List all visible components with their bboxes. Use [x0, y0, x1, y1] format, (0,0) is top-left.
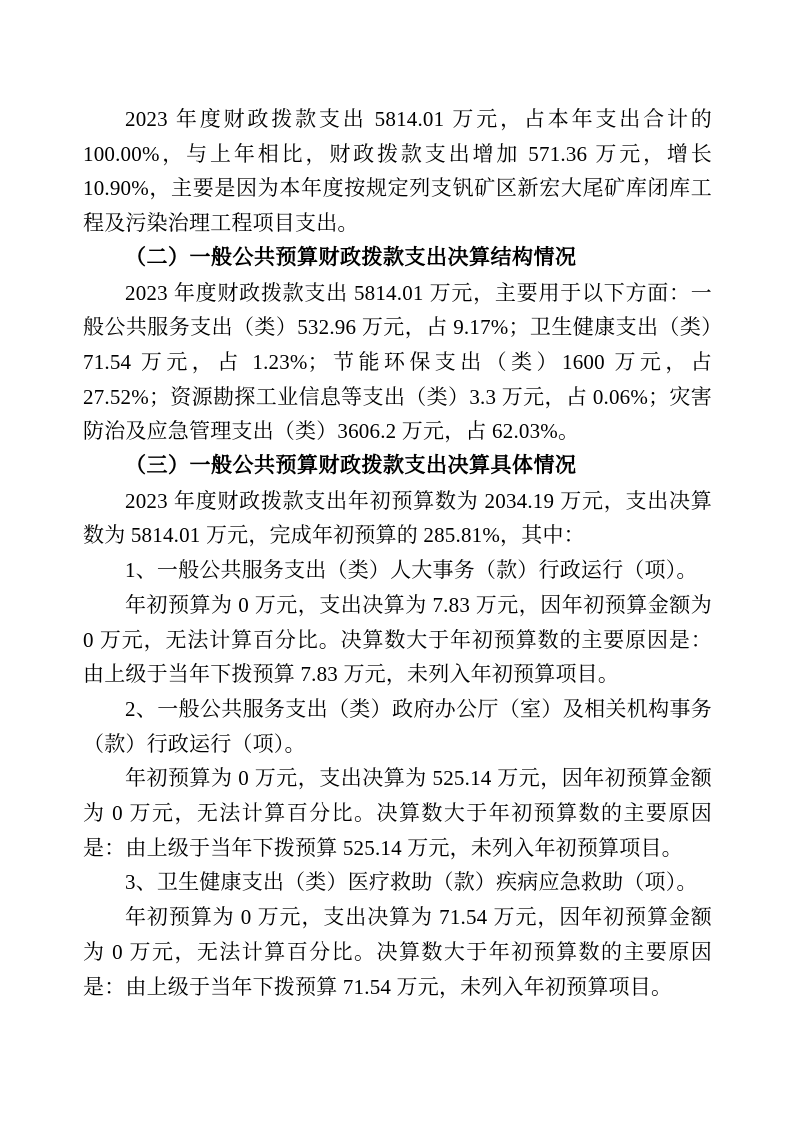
paragraph-expenditure-structure-detail: 2023 年度财政拨款支出 5814.01 万元，主要用于以下方面：一般公共服务支出（类）532.96 万元，占 9.17%；卫生健康支出（类）71.54 万元，占 1.23%；节能环保支出（类）1600 万元，占 27.52%；资源勘探工业信息等支出（类）3.3 万元，占 0.06%；灾害防治及应急管理支出（类）3606.2 万元，占 62.03%。 — [83, 280, 712, 444]
paragraph-item-1-detail: 年初预算为 0 万元，支出决算为 7.83 万元，因年初预算金额为 0 万元，无法计算百分比。决算数大于年初预算数的主要原因是：由上级于当年下拨预算 7.83 万元，未列入年初预算项目。 — [83, 592, 712, 687]
paragraph-item-2-title: 2、一般公共服务支出（类）政府办公厅（室）及相关机构事务（款）行政运行（项）。 — [83, 696, 712, 756]
paragraph-budget-vs-final: 2023 年度财政拨款支出年初预算数为 2034.19 万元，支出决算数为 5814.01 万元，完成年初预算的 285.81%，其中： — [83, 488, 712, 548]
paragraph-item-3-title: 3、卫生健康支出（类）医疗救助（款）疾病应急救助（项）。 — [125, 870, 698, 895]
section-heading-expenditure-structure: （二）一般公共预算财政拨款支出决算结构情况 — [125, 245, 577, 269]
paragraph-expenditure-overview: 2023 年度财政拨款支出 5814.01 万元，占本年支出合计的 100.00%，与上年相比，财政拨款支出增加 571.36 万元，增长 10.90%，主要是因为本年度按规定列支钒矿区新宏大尾矿库闭库工程及污染治理工程项目支出。 — [83, 107, 712, 236]
paragraph-item-2-detail: 年初预算为 0 万元，支出决算为 525.14 万元，因年初预算金额为 0 万元，无法计算百分比。决算数大于年初预算数的主要原因是：由上级于当年下拨预算 525.14 万元，未列入年初预算项目。 — [83, 766, 712, 860]
document-text-column — [83, 102, 712, 1004]
section-heading-expenditure-specifics: （三）一般公共预算财政拨款支出决算具体情况 — [125, 454, 577, 478]
paragraph-item-1-title: 1、一般公共服务支出（类）人大事务（款）行政运行（项）。 — [125, 558, 698, 583]
paragraph-item-3-detail: 年初预算为 0 万元，支出决算为 71.54 万元，因年初预算金额为 0 万元，无法计算百分比。决算数大于年初预算数的主要原因是：由上级于当年下拨预算 71.54 万元，未列入年初预算项目。 — [83, 905, 712, 999]
